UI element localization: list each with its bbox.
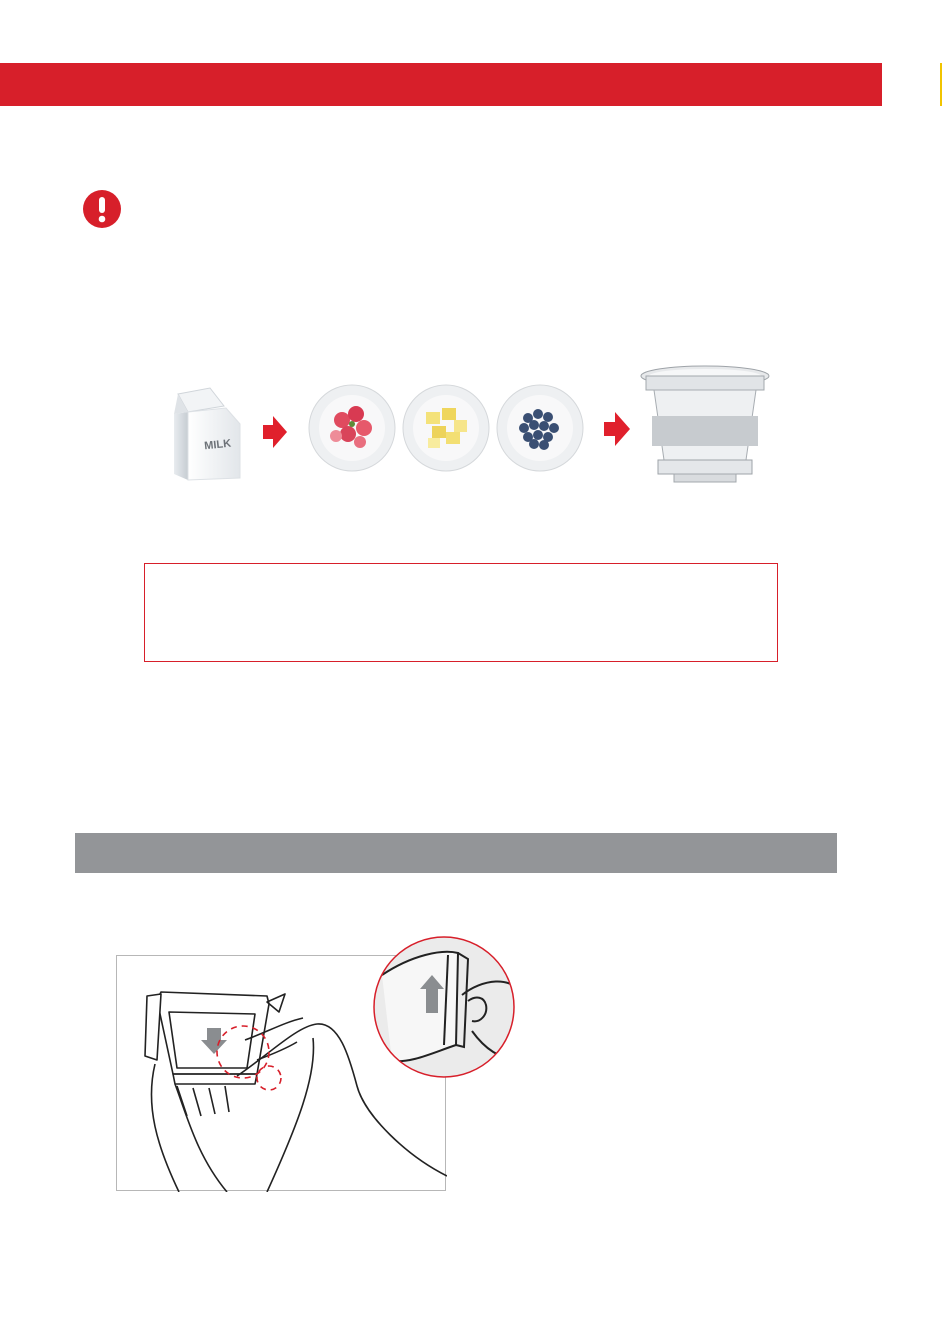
arrow-right-icon	[604, 412, 630, 446]
strawberries-icon	[308, 384, 396, 472]
zoom-detail-circle	[372, 935, 516, 1079]
header-bar	[0, 63, 882, 106]
blueberries-icon	[496, 384, 584, 472]
page-edge-tab	[940, 63, 946, 106]
strainer-icon	[638, 362, 772, 488]
note-box	[144, 563, 778, 662]
milk-carton-icon	[164, 384, 248, 486]
section-header-bar	[75, 833, 837, 873]
pineapple-icon	[402, 384, 490, 472]
exclamation-icon	[82, 189, 122, 229]
carton-label: MILK	[203, 437, 232, 453]
arrow-right-icon	[263, 416, 287, 448]
